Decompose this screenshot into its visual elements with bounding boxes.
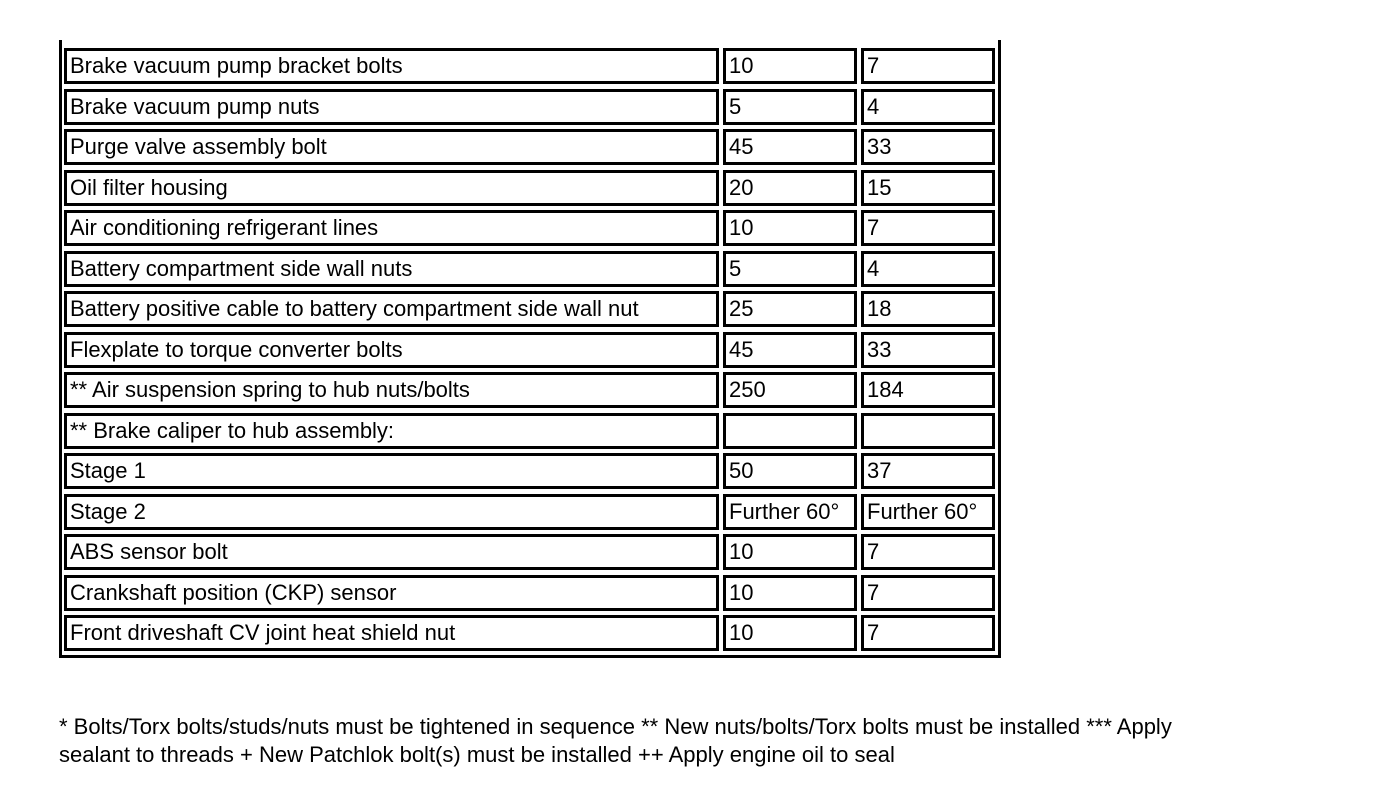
torque-lbft-cell (859, 249, 997, 290)
torque-nm-cell-text: 10 (723, 615, 857, 651)
torque-nm-cell-text: Further 60° (723, 494, 857, 530)
torque-lbft-cell (859, 573, 997, 614)
table-row (62, 573, 997, 614)
component-cell-text: Stage 1 (64, 453, 719, 489)
torque-lbft-cell-text: 4 (861, 89, 995, 125)
torque-nm-cell (721, 46, 859, 87)
torque-nm-cell-text: 45 (723, 332, 857, 368)
torque-lbft-cell-text: 33 (861, 129, 995, 165)
table-row (62, 411, 997, 452)
component-cell-text: Battery compartment side wall nuts (64, 251, 719, 287)
torque-lbft-cell (859, 289, 997, 330)
footnote (59, 713, 1359, 769)
table-row (62, 613, 997, 654)
torque-nm-cell-text (723, 413, 857, 449)
component-cell (62, 208, 721, 249)
table-row (62, 451, 997, 492)
table-row (62, 492, 997, 533)
component-cell-text: Brake vacuum pump nuts (64, 89, 719, 125)
torque-nm-cell (721, 330, 859, 371)
torque-nm-cell-text: 5 (723, 251, 857, 287)
torque-nm-cell-text: 10 (723, 48, 857, 84)
component-cell (62, 87, 721, 128)
torque-lbft-cell (859, 613, 997, 654)
torque-nm-cell (721, 87, 859, 128)
table-row (62, 532, 997, 573)
torque-lbft-cell (859, 411, 997, 452)
torque-nm-cell-text: 5 (723, 89, 857, 125)
torque-lbft-cell (859, 208, 997, 249)
component-cell (62, 330, 721, 371)
torque-lbft-cell-text: Further 60° (861, 494, 995, 530)
torque-nm-cell (721, 451, 859, 492)
table-row (62, 46, 997, 87)
component-cell-text: Battery positive cable to battery compartment side wall nut (64, 291, 719, 327)
footnote-line-1: * Bolts/Torx bolts/studs/nuts must be tightened in sequence ** New nuts/bolts/Torx bolts must be installed *** Apply (59, 714, 1172, 739)
torque-lbft-cell-text: 7 (861, 615, 995, 651)
component-cell (62, 46, 721, 87)
component-cell-text: ** Brake caliper to hub assembly: (64, 413, 719, 449)
torque-nm-cell-text: 25 (723, 291, 857, 327)
component-cell-text: Oil filter housing (64, 170, 719, 206)
component-cell (62, 613, 721, 654)
torque-lbft-cell-text: 7 (861, 534, 995, 570)
torque-nm-cell-text: 50 (723, 453, 857, 489)
torque-lbft-cell-text: 18 (861, 291, 995, 327)
torque-lbft-cell-text: 15 (861, 170, 995, 206)
torque-nm-cell-text: 20 (723, 170, 857, 206)
torque-lbft-cell-text: 184 (861, 372, 995, 408)
component-cell-text: Crankshaft position (CKP) sensor (64, 575, 719, 611)
component-cell-text: ** Air suspension spring to hub nuts/bolts (64, 372, 719, 408)
torque-nm-cell (721, 289, 859, 330)
torque-nm-cell (721, 249, 859, 290)
torque-lbft-cell (859, 168, 997, 209)
torque-nm-cell (721, 370, 859, 411)
table-row (62, 87, 997, 128)
torque-lbft-cell (859, 330, 997, 371)
torque-nm-cell-text: 10 (723, 210, 857, 246)
torque-nm-cell-text: 250 (723, 372, 857, 408)
component-cell (62, 127, 721, 168)
torque-lbft-cell-text: 7 (861, 210, 995, 246)
torque-nm-cell-text: 10 (723, 575, 857, 611)
table-body (62, 46, 997, 654)
table-row (62, 370, 997, 411)
torque-lbft-cell (859, 87, 997, 128)
torque-lbft-cell (859, 370, 997, 411)
torque-nm-cell (721, 492, 859, 533)
torque-nm-cell-text: 45 (723, 129, 857, 165)
torque-nm-cell (721, 411, 859, 452)
torque-nm-cell (721, 532, 859, 573)
component-cell-text: Purge valve assembly bolt (64, 129, 719, 165)
component-cell (62, 249, 721, 290)
component-cell (62, 289, 721, 330)
component-cell (62, 573, 721, 614)
component-cell (62, 411, 721, 452)
torque-nm-cell (721, 208, 859, 249)
torque-lbft-cell-text: 37 (861, 453, 995, 489)
table-row (62, 208, 997, 249)
component-cell (62, 492, 721, 533)
torque-lbft-cell (859, 532, 997, 573)
torque-lbft-cell (859, 46, 997, 87)
table-row (62, 289, 997, 330)
torque-lbft-cell-text: 4 (861, 251, 995, 287)
torque-lbft-cell-text: 33 (861, 332, 995, 368)
component-cell (62, 532, 721, 573)
torque-nm-cell (721, 613, 859, 654)
torque-lbft-cell (859, 492, 997, 533)
torque-lbft-cell (859, 451, 997, 492)
torque-lbft-cell (859, 127, 997, 168)
torque-lbft-cell-text (861, 413, 995, 449)
component-cell (62, 168, 721, 209)
footnote-line-2: sealant to threads + New Patchlok bolt(s) must be installed ++ Apply engine oil to seal (59, 742, 895, 767)
table-row (62, 168, 997, 209)
torque-specifications-table (62, 46, 997, 654)
table-row (62, 249, 997, 290)
component-cell-text: Brake vacuum pump bracket bolts (64, 48, 719, 84)
component-cell-text: Front driveshaft CV joint heat shield nut (64, 615, 719, 651)
torque-nm-cell (721, 127, 859, 168)
component-cell-text: ABS sensor bolt (64, 534, 719, 570)
torque-nm-cell-text: 10 (723, 534, 857, 570)
component-cell (62, 370, 721, 411)
torque-nm-cell (721, 168, 859, 209)
component-cell-text: Stage 2 (64, 494, 719, 530)
component-cell (62, 451, 721, 492)
table-row (62, 127, 997, 168)
component-cell-text: Flexplate to torque converter bolts (64, 332, 719, 368)
torque-nm-cell (721, 573, 859, 614)
torque-lbft-cell-text: 7 (861, 48, 995, 84)
table-row (62, 330, 997, 371)
torque-lbft-cell-text: 7 (861, 575, 995, 611)
component-cell-text: Air conditioning refrigerant lines (64, 210, 719, 246)
